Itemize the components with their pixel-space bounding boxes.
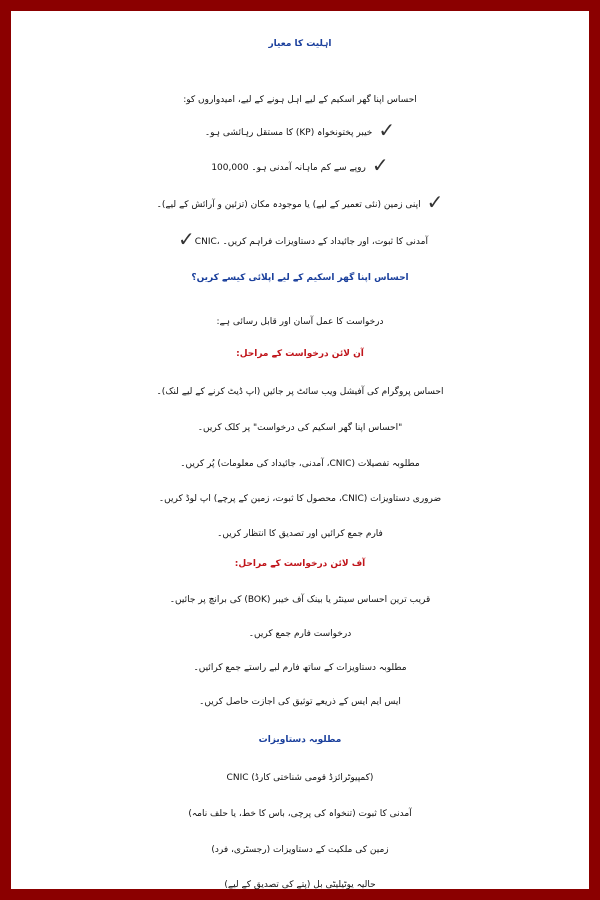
apply-intro: درخواست کا عمل آسان اور قابل رسائی ہے:: [216, 317, 384, 327]
eligibility-item: [22, 153, 578, 177]
online-step: فارم جمع کرائیں اور تصدیق کا انتظار کریں۔: [217, 529, 383, 539]
page-title: اہلیت کا معیار: [268, 39, 332, 49]
document-item: زمین کی ملکیت کے دستاویزات (رجسٹری، فرد): [211, 845, 389, 855]
eligibility-item-text: روپے سے کم ماہانہ آمدنی ہو۔ 100,000: [211, 163, 366, 173]
online-heading: آن لائن درخواست کے مراحل:: [236, 349, 364, 359]
documents-heading: مطلوبہ دستاویزات: [258, 735, 342, 745]
offline-step: ایس ایم ایس کے ذریعے توثیق کی اجازت حاصل کریں۔: [199, 697, 401, 707]
eligibility-item: [22, 227, 578, 251]
content-area: [22, 22, 578, 890]
offline-step: مطلوبہ دستاویزات کے ساتھ فارم لبے راستے جمع کرائیں۔: [193, 663, 407, 673]
offline-heading: آف لائن درخواست کے مراحل:: [234, 559, 366, 569]
eligibility-item-text: CNIC، آمدنی کا ثبوت، اور جائیداد کے دستاویزات فراہم کریں۔: [194, 237, 428, 247]
offline-step: درخواست فارم جمع کریں۔: [248, 629, 352, 639]
check-icon: ✓: [426, 190, 444, 214]
online-step: مطلوبہ تفصیلات (CNIC، آمدنی، جائیداد کی معلومات) پُر کریں۔: [180, 459, 420, 469]
document-item: CNIC (کمپیوٹرائزڈ قومی شناختی کارڈ): [226, 773, 374, 783]
eligibility-intro: احساس اپنا گھر اسکیم کے لیے اہل ہونے کے لیے، امیدواروں کو:: [183, 95, 417, 105]
online-step: ضروری دستاویزات (CNIC، محصول کا ثبوت، زمین کے پرچے) اپ لوڈ کریں۔: [158, 494, 442, 504]
document-item: آمدنی کا ثبوت (تنخواہ کی پرچی، باس کا خط، یا حلف نامہ): [188, 809, 412, 819]
check-icon: ✓: [378, 118, 396, 142]
apply-heading: احساس اپنا گھر اسکیم کے لیے اپلائی کیسے کریں؟: [191, 273, 409, 283]
eligibility-item: [22, 190, 578, 214]
eligibility-item-text: اپنی زمین (نئی تعمیر کے لیے) یا موجودہ مکان (تزئین و آرائش کے لیے)۔: [156, 200, 421, 210]
eligibility-item-text: خیبر پختونخواہ (KP) کا مستقل رہائشی ہو۔: [204, 128, 373, 138]
eligibility-item: [22, 118, 578, 142]
online-step: احساس پروگرام کی آفیشل ویب سائٹ پر جائیں (اپ ڈیٹ کرنے کے لیے لنک)۔: [156, 387, 444, 397]
check-icon: ✓: [371, 153, 389, 177]
check-icon: ✓: [178, 227, 195, 251]
document-item: حالیہ یوٹیلیٹی بل (پتے کی تصدیق کے لیے): [224, 880, 376, 890]
offline-step: قریب ترین احساس سینٹر یا بینک آف خیبر (BOK) کی برانچ پر جائیں۔: [169, 595, 431, 605]
online-step: "احساس اپنا گھر اسکیم کی درخواست" پر کلک کریں۔: [197, 423, 403, 433]
